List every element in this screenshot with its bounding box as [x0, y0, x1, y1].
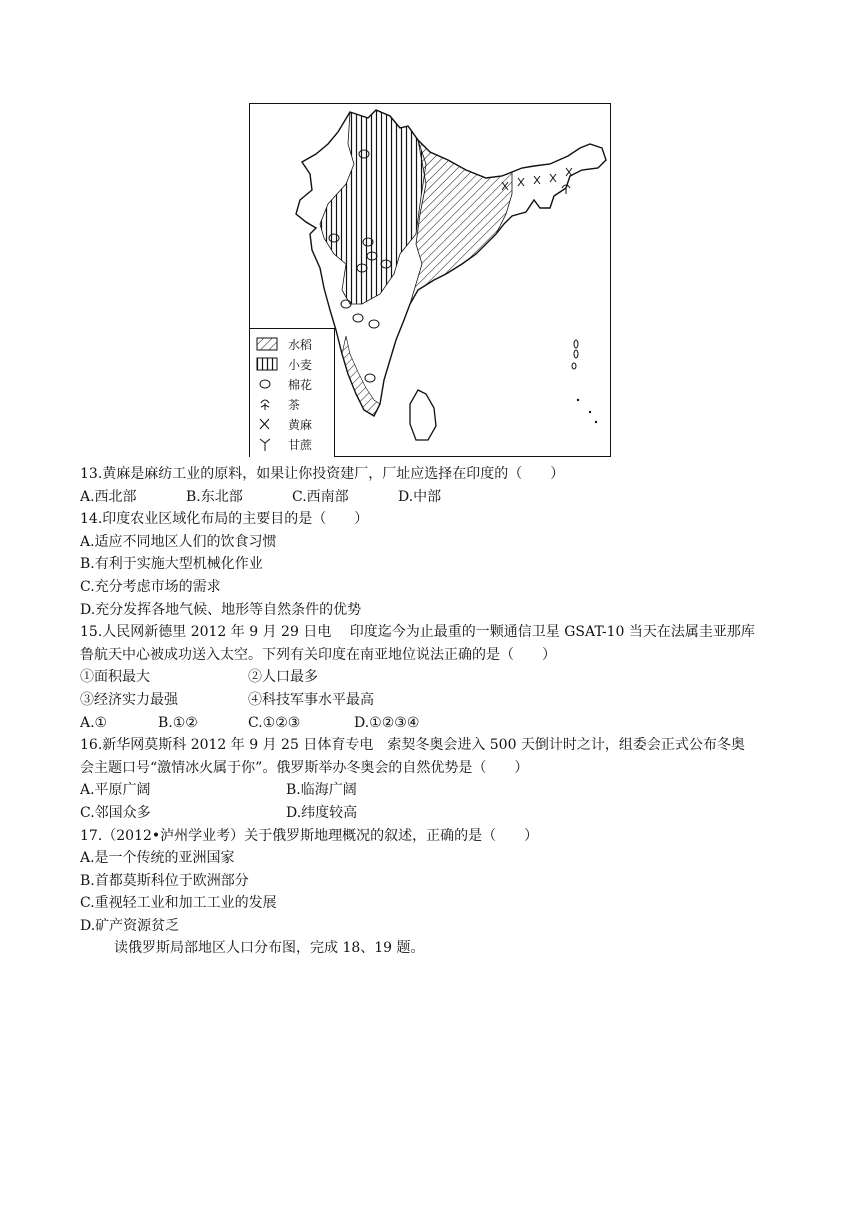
sugarcane-icon: [256, 437, 278, 451]
q15-options: [80, 712, 780, 735]
option-b[interactable]: B.临海广阔: [286, 782, 357, 799]
statement-1: ①面积最大: [80, 669, 150, 686]
q14-stem: 14.印度农业区域化布局的主要目的是（ ）: [80, 511, 369, 528]
option-a[interactable]: A.平原广阔: [80, 782, 151, 799]
q15-statements-2: [80, 689, 780, 712]
option-b[interactable]: B.东北部: [186, 488, 243, 505]
option-c[interactable]: C.重视轻工业和加工工业的发展: [80, 895, 277, 912]
instruction-text: 读俄罗斯局部地区人口分布图，完成 18、19 题。: [114, 940, 425, 957]
questions: [80, 463, 780, 960]
option-b[interactable]: B.①②: [158, 714, 198, 731]
q16-stem-line1: 16.新华网莫斯科 2012 年 9 月 25 日体育专电 索契冬奥会进入 500 天倒计时之计，组委会正式公布冬奥: [80, 737, 745, 754]
option-d[interactable]: D.①②③④: [354, 714, 420, 731]
legend-label: 甘蔗: [288, 437, 313, 452]
jute-icon: [256, 417, 278, 431]
legend-item-tea: [256, 395, 300, 413]
statement-2: ②人口最多: [248, 669, 318, 686]
q16-stem-line2: 会主题口号“激情冰火属于你”。俄罗斯举办冬奥会的自然优势是（ ）: [80, 759, 529, 776]
rice-hatch-icon: [256, 337, 278, 351]
option-b[interactable]: B.首都莫斯科位于欧洲部分: [80, 872, 249, 889]
option-d[interactable]: D.中部: [398, 488, 442, 505]
wheat-region: [320, 110, 426, 304]
sri-lanka-outline: [410, 390, 436, 440]
legend-label: 茶: [288, 397, 301, 412]
q15-statements-1: [80, 666, 780, 689]
option-d[interactable]: D.矿产资源贫乏: [80, 917, 180, 934]
option-a[interactable]: A.适应不同地区人们的饮食习惯: [80, 533, 277, 550]
statement-4: ④科技军事水平最高: [248, 691, 374, 708]
statement-3: ③经济实力最强: [80, 691, 178, 708]
tea-icon: [256, 397, 278, 411]
q15-stem-line1: 15.人民网新德里 2012 年 9 月 29 日电 印度迄今为止最重的一颗通信卫星 GSAT-10 当天在法属圭亚那库: [80, 624, 755, 641]
option-d[interactable]: D.充分发挥各地气候、地形等自然条件的优势: [80, 601, 362, 618]
q16-options-2: [80, 802, 780, 825]
q16-options-1: [80, 779, 780, 802]
q17-stem: 17.（2012•泸州学业考）关于俄罗斯地理概况的叙述，正确的是（ ）: [80, 827, 539, 844]
rice-region: [410, 140, 512, 304]
option-a[interactable]: A.是一个传统的亚洲国家: [80, 850, 235, 867]
map-legend: [250, 328, 335, 457]
legend-item-jute: [256, 415, 312, 433]
option-a[interactable]: A.西北部: [80, 488, 137, 505]
q13-stem: 13.黄麻是麻纺工业的原料，如果让你投资建厂，厂址应选择在印度的（ ）: [80, 466, 565, 482]
option-d[interactable]: D.纬度较高: [286, 804, 358, 821]
wheat-stripe-icon: [256, 357, 278, 371]
cotton-icon: [256, 377, 278, 391]
option-c[interactable]: C.邻国众多: [80, 804, 151, 821]
legend-item-cotton: [256, 375, 312, 393]
option-a[interactable]: A.①: [80, 714, 108, 731]
option-c[interactable]: C.①②③: [248, 714, 301, 731]
india-agriculture-map: [249, 103, 611, 457]
option-b[interactable]: B.有利于实施大型机械化作业: [80, 556, 263, 573]
q15-stem-line2: 鲁航天中心被成功送入太空。下列有关印度在南亚地位说法正确的是（ ）: [80, 646, 556, 663]
legend-item-wheat: [256, 355, 312, 373]
legend-label: 黄麻: [288, 417, 313, 432]
option-c[interactable]: C.西南部: [292, 488, 349, 505]
legend-label: 水稻: [288, 337, 313, 352]
legend-label: 小麦: [288, 357, 313, 372]
legend-item-sugarcane: [256, 435, 312, 453]
q13-options: [80, 486, 780, 509]
option-c[interactable]: C.充分考虑市场的需求: [80, 578, 221, 595]
legend-item-rice: [256, 335, 312, 353]
legend-label: 棉花: [288, 377, 313, 392]
